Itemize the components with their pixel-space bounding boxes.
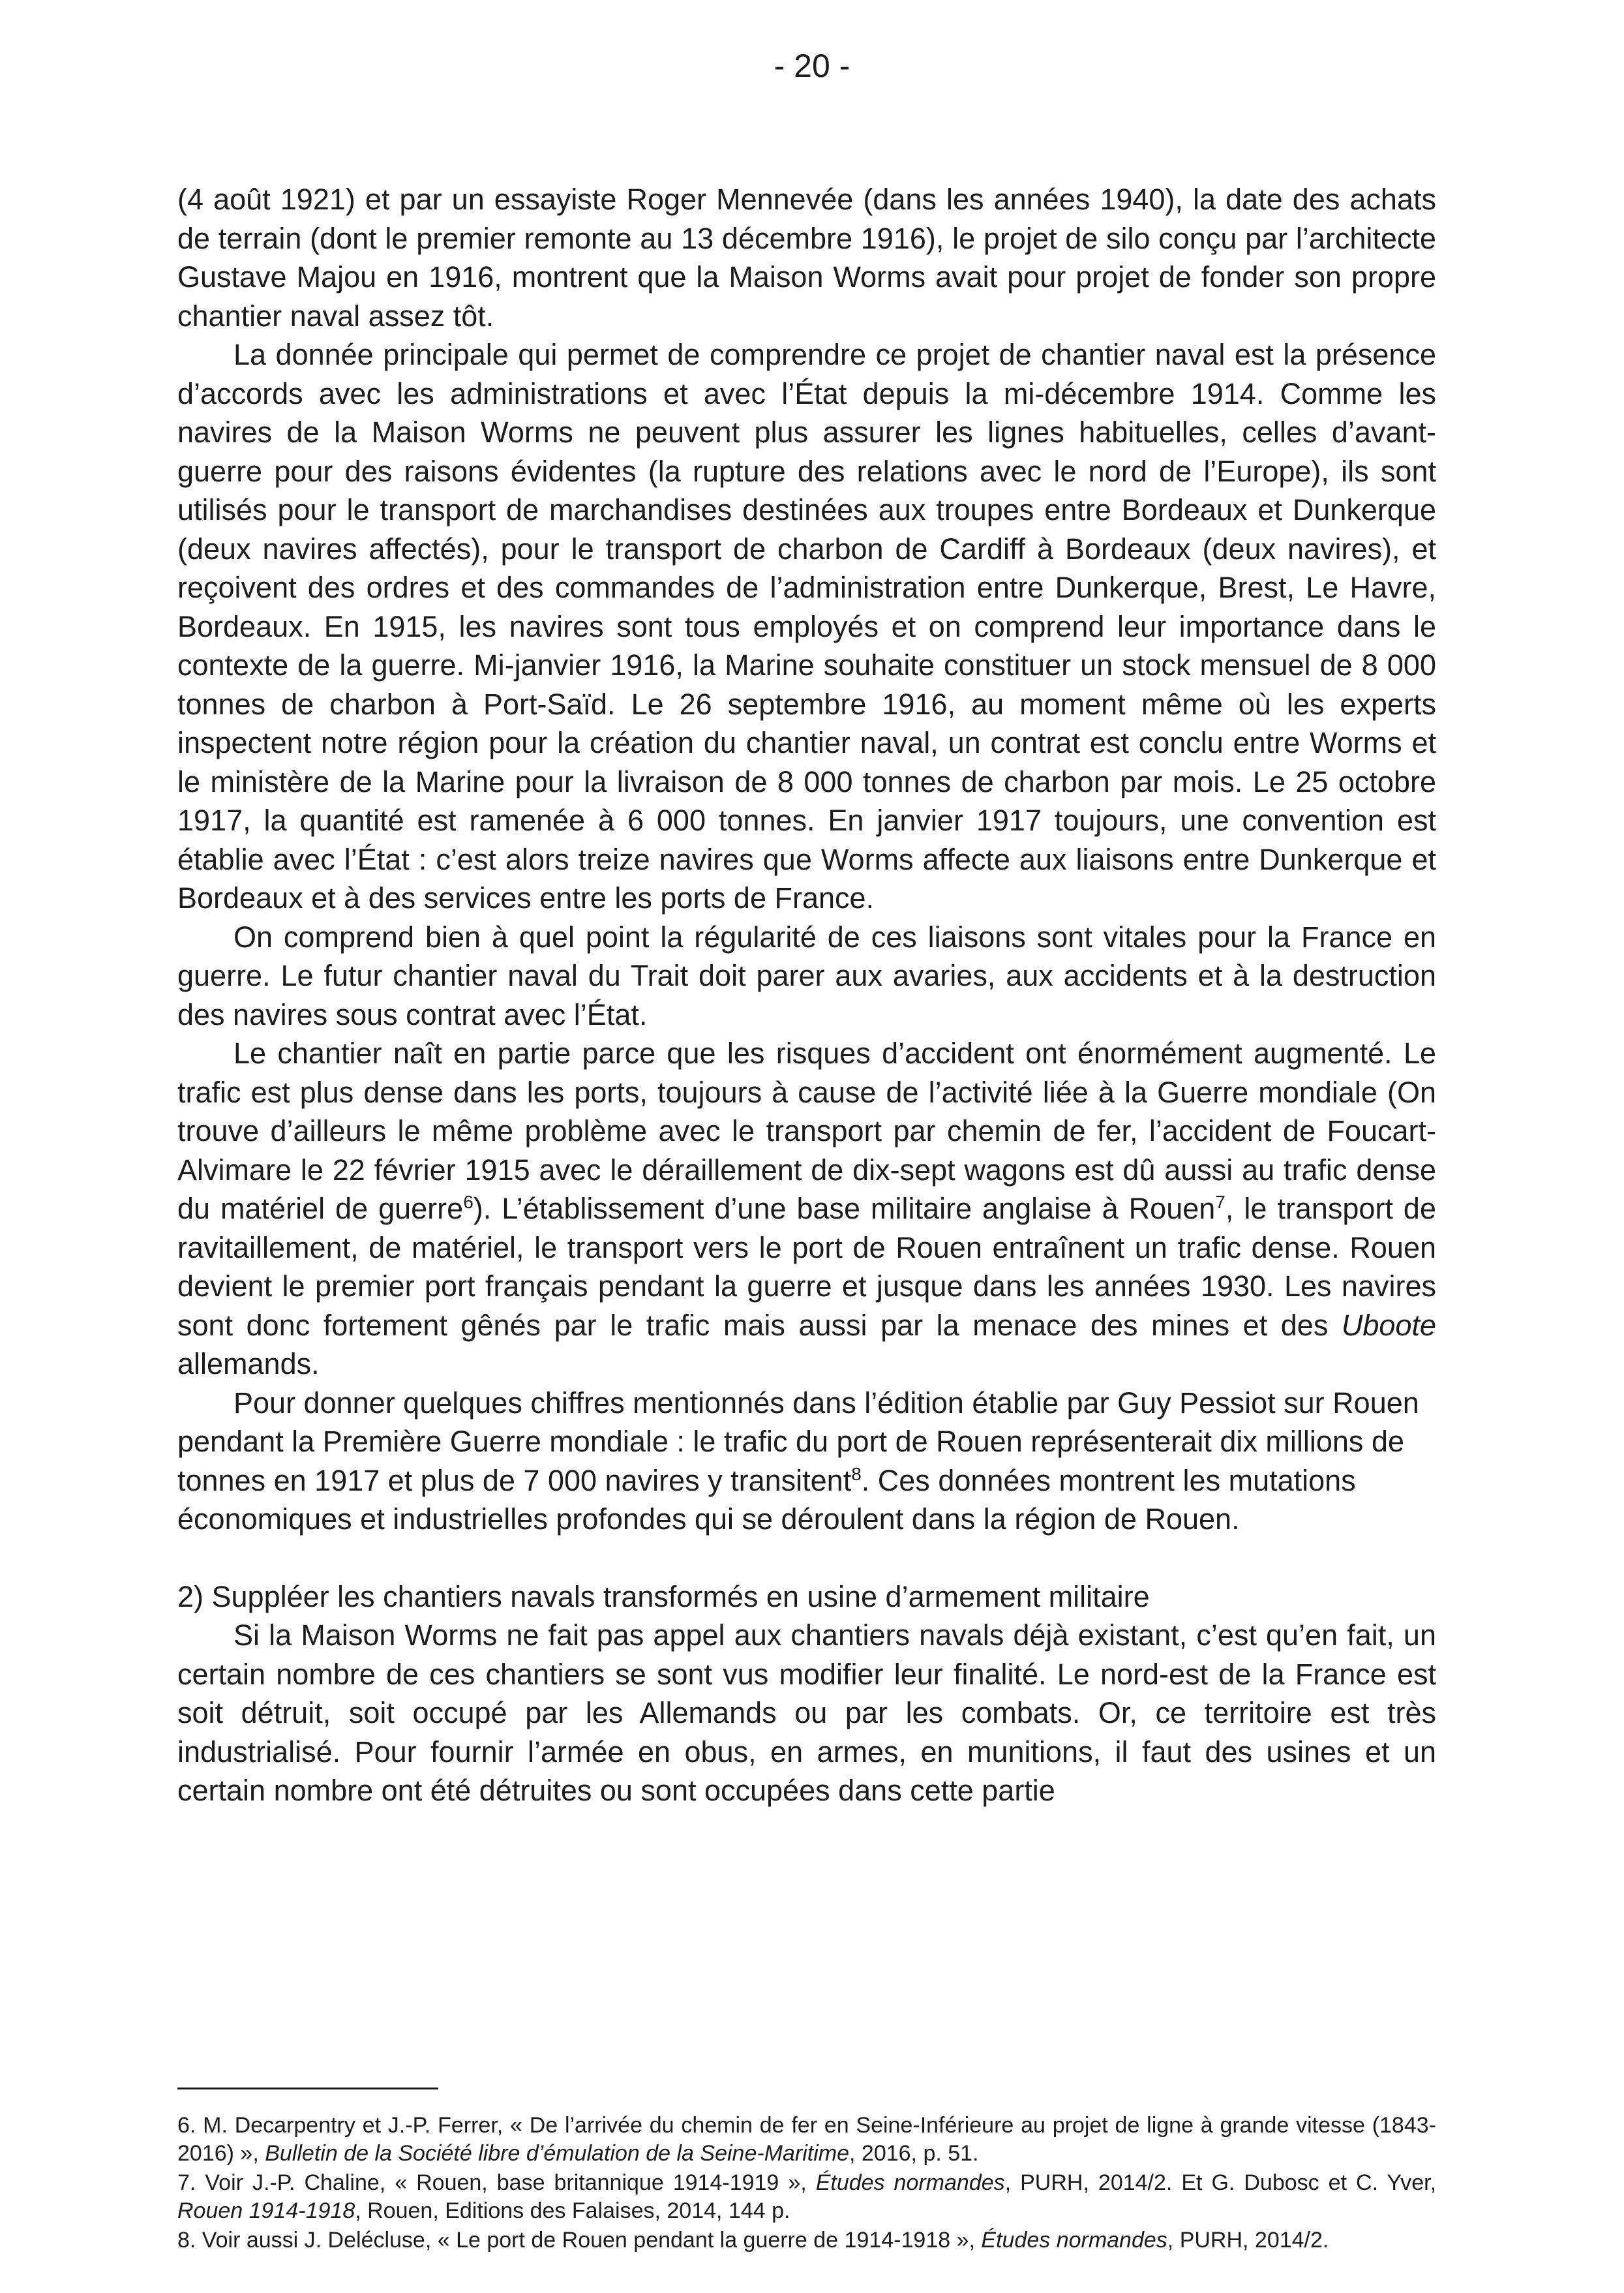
text-run: Le chantier naît en partie parce que les risques d’accident ont énormément augmenté. Le trafic est plus dense dans les ports, toujours à cause de l’activité liée à la Guerre mondiale (On trouve d’ailleurs le même problème avec le transport par chemin de fer, l’accident de Foucart-Alvimare le 22 février 1915 avec le déraillement de dix-sept wagons est dû aussi au trafic dense du matériel de guerre	[177, 1037, 1436, 1225]
footnotes	[177, 2112, 1436, 2256]
footnote-title: Études normandes	[981, 2228, 1167, 2253]
footnote-text: 7. Voir J.-P. Chaline, « Rouen, base britannique 1914-1919 »,	[177, 2170, 816, 2195]
paragraph-agreements: La donnée principale qui permet de comprendre ce projet de chantier naval est la présence d’accords avec les administrations et avec l’État depuis la mi-décembre 1914. Comme les navires de la Maison Worms ne peuvent plus assurer les lignes habituelles, celles d’avant-guerre pour des raisons évidentes (la rupture des relations avec le nord de l’Europe), ils sont utilisés pour le transport de marchandises destinées aux troupes entre Bordeaux et Dunkerque (deux navires affectés), pour le transport de charbon de Cardiff à Bordeaux (deux navires), et reçoivent des ordres et des commandes de l’administration entre Dunkerque, Brest, Le Havre, Bordeaux. En 1915, les navires sont tous employés et on comprend leur importance dans le contexte de la guerre. Mi-janvier 1916, la Marine souhaite constituer un stock mensuel de 8 000 tonnes de charbon à Port-Saïd. Le 26 septembre 1916, au moment même où les experts inspectent notre région pour la création du chantier naval, un contrat est conclu entre Worms et le ministère de la Marine pour la livraison de 8 000 tonnes de charbon par mois. Le 25 octobre 1917, la quantité est ramenée à 6 000 tonnes. En janvier 1917 toujours, une convention est établie avec l’État : c’est alors treize navires que Worms affecte aux liaisons entre Dunkerque et Bordeaux et à des services entre les ports de France.	[177, 338, 1436, 915]
footnote-divider	[177, 2088, 438, 2089]
paragraph-continuation: (4 août 1921) et par un essayiste Roger Mennevée (dans les années 1940), la date des achats de terrain (dont le premier remonte au 13 décembre 1916), le projet de silo conçu par l’architecte Gustave Majou en 1916, montrent que la Maison Worms avait pour projet de fonder son propre chantier naval assez tôt.	[177, 183, 1436, 333]
paragraph-armament: Si la Maison Worms ne fait pas appel aux chantiers navals déjà existant, c’est qu’en fait, un certain nombre de ces chantiers se sont vus modifier leur finalité. Le nord-est de la France est soit détruit, soit occupé par les Allemands ou par les combats. Or, ce territoire est très industrialisé. Pour fournir l’armée en obus, en armes, en munitions, il faut des usines et un certain nombre ont été détruites ou sont occupées dans cette partie	[177, 1618, 1436, 1807]
footnote-ref-6[interactable]: 6	[463, 1192, 474, 1212]
footnote-8	[177, 2226, 1436, 2255]
footnote-text: 8. Voir aussi J. Delécluse, « Le port de Rouen pendant la guerre de 1914-1918 »,	[177, 2228, 982, 2253]
footnote-title: Bulletin de la Société libre d’émulation de la Seine-Maritime	[265, 2141, 850, 2166]
paragraph-accidents	[177, 1034, 1436, 1384]
footnote-ref-7[interactable]: 7	[1215, 1192, 1226, 1212]
text-run: Pour donner quelques chiffres mentionnés dans l’édition établie par Guy Pessiot sur Rouen pendant la Première Guerre mondiale : le trafic du port de Rouen représenterait dix millions de tonnes en 1917 et plus de 7 000 navires y transitent	[177, 1386, 1419, 1497]
footnote-text: , Rouen, Editions des Falaises, 2014, 144 p.	[355, 2198, 790, 2223]
section-heading: 2) Suppléer les chantiers navals transformés en usine d’armement militaire	[177, 1579, 1150, 1613]
text-run: , le transport de ravitaillement, de matériel, le transport vers le port de Rouen entraînent un trafic dense. Rouen devient le premier port français pendant la guerre et jusque dans les années 1930. Les navires sont donc fortement gênés par le trafic mais aussi par la menace des mines et des	[177, 1192, 1436, 1342]
page-number: - 20 -	[774, 48, 850, 84]
paragraph-regularity: On comprend bien à quel point la régularité de ces liaisons sont vitales pour la France en guerre. Le futur chantier naval du Trait doit parer aux avaries, aux accidents et à la destruction des navires sous contrat avec l’État.	[177, 920, 1436, 1031]
footnote-7	[177, 2169, 1436, 2225]
footnote-ref-8[interactable]: 8	[851, 1463, 862, 1484]
footnote-title: Études normandes	[815, 2170, 1005, 2195]
body-text	[177, 180, 1436, 1810]
footnote-6	[177, 2112, 1436, 2168]
footnote-text: , 2016, p. 51.	[849, 2141, 979, 2166]
text-run: allemands.	[177, 1347, 320, 1380]
footnote-text: , PURH, 2014/2.	[1167, 2228, 1329, 2253]
text-run: . Ces données montrent les mutations économiques et industrielles profondes qui se déroulent dans la région de Rouen.	[177, 1463, 1356, 1536]
footnote-title: Rouen 1914-1918	[177, 2198, 355, 2223]
paragraph-figures	[177, 1384, 1436, 1539]
italic-term: Uboote	[1341, 1308, 1436, 1342]
footnote-text: 6. M. Decarpentry et J.-P. Ferrer, « De l’arrivée du chemin de fer en Seine-Inférieure au projet de ligne à grande vitesse (1843-2016) »,	[177, 2113, 1436, 2166]
text-run: ). L’établissement d’une base militaire anglaise à Rouen	[473, 1192, 1216, 1225]
footnote-text: , PURH, 2014/2. Et G. Dubosc et C. Yver,	[1004, 2170, 1437, 2195]
